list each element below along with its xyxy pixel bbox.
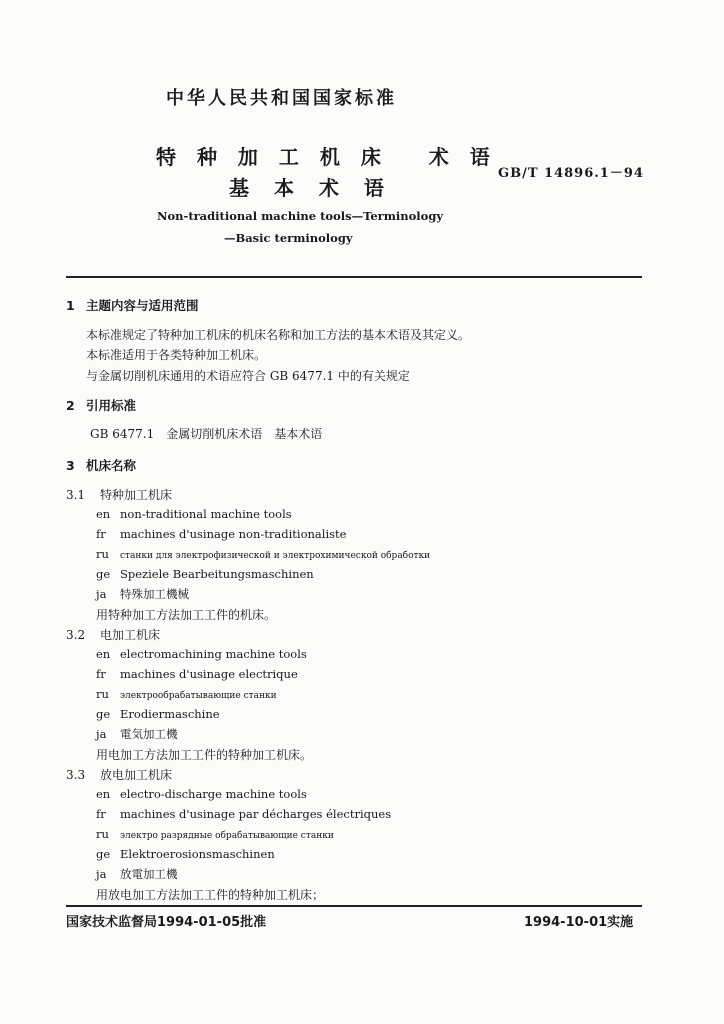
term-ge: ge Erodiermaschine (96, 707, 220, 721)
section-number: 3 (66, 458, 75, 473)
section-title: 机床名称 (86, 458, 137, 473)
term-heading (66, 626, 160, 643)
term-ge: ge Elektroerosionsmaschinen (96, 847, 275, 861)
header-divider (66, 276, 642, 278)
footer-divider (66, 905, 642, 907)
term-ja: ja 放電加工機 (96, 867, 178, 881)
term-en: en non-traditional machine tools (96, 507, 292, 521)
term-number: 3.3 (66, 768, 86, 782)
section-1-line-3: 与金属切削机床通用的术语应符合 GB 6477.1 中的有关规定 (86, 369, 410, 383)
section-1-line-1: 本标准规定了特种加工机床的机床名称和加工方法的基本术语及其定义。 (86, 328, 471, 342)
term-ru: ru электро разрядные обрабатывающие станки (96, 827, 334, 841)
term-heading (66, 486, 172, 503)
term-definition: 用特种加工方法加工工件的机床。 (96, 608, 277, 622)
term-name: 特种加工机床 (100, 488, 173, 502)
reference-standard: GB 6477.1 金属切削机床术语 基本术语 (90, 427, 323, 441)
english-title-line1: Non-traditional machine tools—Terminology (157, 209, 444, 223)
standard-authority-title: 中华人民共和国国家标准 (166, 88, 397, 109)
english-title-line2: —Basic terminology (224, 231, 353, 245)
standard-code: GB/T 14896.1－94 (498, 166, 644, 181)
term-fr: fr machines d'usinage non-traditionaliste (96, 527, 347, 541)
term-number: 3.1 (66, 488, 86, 502)
term-heading (66, 766, 172, 783)
effective-date: 1994-10-01实施 (524, 915, 634, 930)
document-title-line1: 特 种 加 工 机 床 术 语 (156, 145, 497, 169)
section-2-heading (66, 396, 136, 414)
term-number: 3.2 (66, 628, 86, 642)
document-title-line2: 基 本 术 语 (229, 176, 393, 200)
term-name: 电加工机床 (100, 628, 161, 642)
term-definition: 用电加工方法加工工件的特种加工机床。 (96, 748, 313, 762)
term-ja: ja 特殊加工機械 (96, 587, 189, 601)
term-en: en electro-discharge machine tools (96, 787, 307, 801)
term-ru: ru станки для электрофизической и электрохимической обработки (96, 547, 431, 561)
section-title: 主题内容与适用范围 (86, 298, 199, 313)
term-ja: ja 電気加工機 (96, 727, 178, 741)
section-number: 2 (66, 398, 75, 413)
term-ge: ge Speziele Bearbeitungsmaschinen (96, 567, 314, 581)
term-en: en electromachining machine tools (96, 647, 307, 661)
term-ru: ru электрообрабатывающие станки (96, 687, 277, 701)
term-definition: 用放电加工方法加工工件的特种加工机床； (96, 888, 325, 902)
section-title: 引用标准 (86, 398, 137, 413)
term-name: 放电加工机床 (100, 768, 173, 782)
section-number: 1 (66, 298, 75, 313)
approval-date: 国家技术监督局1994-01-05批准 (66, 915, 267, 930)
section-1-heading (66, 296, 199, 314)
section-3-heading (66, 456, 136, 474)
term-fr: fr machines d'usinage electrique (96, 667, 298, 681)
section-1-line-2: 本标准适用于各类特种加工机床。 (86, 348, 267, 362)
term-fr: fr machines d'usinage par décharges électriques (96, 807, 392, 821)
